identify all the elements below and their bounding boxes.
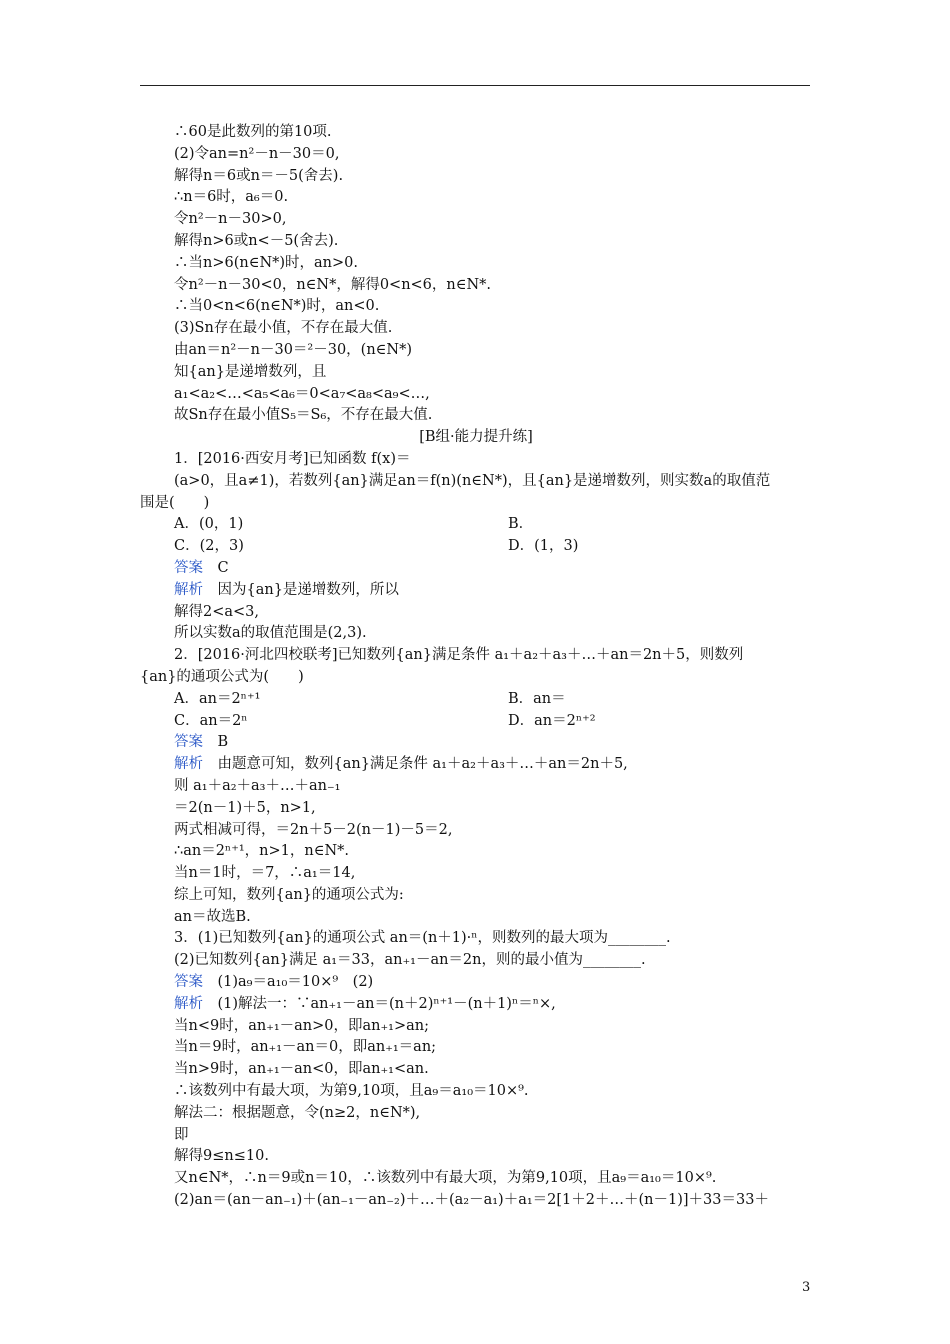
text-line: ∴n＝6时，a₆＝0. xyxy=(174,189,289,206)
text-line: 令n²－n－30<0，n∈N*，解得0<n<6，n∈N*. xyxy=(174,276,492,293)
option-a: A．(0，1) xyxy=(174,516,244,533)
answer-line xyxy=(140,732,812,754)
analysis-text: (1)解法一：∵an₊₁－an＝(n＋2)ⁿ⁺¹－(n＋1)ⁿ＝ⁿ×, xyxy=(217,995,556,1012)
question-2-stem: {an}的通项公式为( ) xyxy=(140,668,304,685)
answer-value: B xyxy=(217,734,229,751)
question-1-stem: 1．[2016·西安月考]已知函数 f(x)＝ xyxy=(174,450,411,467)
page-number: 3 xyxy=(802,1280,811,1295)
question-3-stem: 3．(1)已知数列{an}的通项公式 an＝(n＋1)·ⁿ，则数列的最大项为________. xyxy=(174,930,671,947)
analysis-line: 当n<9时，an₊₁－an>0，即an₊₁>an; xyxy=(174,1017,429,1034)
option-d: D．(1，3) xyxy=(508,538,579,555)
text-line: a₁<a₂<…<a₅<a₆＝0<a₇<a₈<a₉<…, xyxy=(174,385,430,402)
analysis-line: 当n＝9时，an₊₁－an＝0，即an₊₁＝an; xyxy=(174,1039,437,1056)
header-rule xyxy=(140,85,810,86)
analysis-line: 所以实数a的取值范围是(2,3). xyxy=(174,625,367,642)
text-line: ∴当0<n<6(n∈N*)时，an<0. xyxy=(174,298,380,315)
analysis-line: 两式相减可得，＝2n＋5－2(n－1)－5＝2, xyxy=(174,821,453,838)
analysis-text: 由题意可知，数列{an}满足条件 a₁＋a₂＋a₃＋…＋an＝2n＋5, xyxy=(217,756,628,773)
analysis-line: 解得2<a<3, xyxy=(174,603,260,620)
analysis-text: 因为{an}是递增数列，所以 xyxy=(217,581,399,598)
question-1-stem: 围是( ) xyxy=(140,494,210,511)
document-body xyxy=(140,122,812,1212)
question-1-options-row xyxy=(140,536,812,558)
analysis-label: 解析 xyxy=(174,581,203,598)
analysis-line: (2)an＝(an－an₋₁)＋(an₋₁－an₋₂)＋…＋(a₂－a₁)＋a₁＝2[1＋2＋…＋(n－1)]＋33＝33＋ xyxy=(174,1192,769,1209)
text-line: (2)令an=n²－n－30＝0, xyxy=(174,145,340,162)
analysis-label: 解析 xyxy=(174,756,203,773)
analysis-line: ∴该数列中有最大项，为第9,10项，且a₉＝a₁₀＝10×⁹. xyxy=(174,1083,529,1100)
analysis-line xyxy=(140,994,812,1016)
text-line: (3)Sn存在最小值，不存在最大值. xyxy=(174,320,393,337)
analysis-line: 当n＝1时，＝7，∴a₁＝14, xyxy=(174,865,356,882)
text-line: 令n²－n－30>0, xyxy=(174,211,287,228)
analysis-line: 即 xyxy=(174,1126,189,1143)
answer-value: C xyxy=(217,559,229,576)
answer-label: 答案 xyxy=(174,734,203,751)
option-a: A．an＝2ⁿ⁺¹ xyxy=(174,690,261,707)
analysis-line: an＝故选B. xyxy=(174,908,251,925)
question-3-stem: (2)已知数列{an}满足 a₁＝33，an₊₁－an＝2n，则的最小值为________. xyxy=(174,952,646,969)
text-line: 解得n＝6或n＝－5(舍去). xyxy=(174,167,344,184)
question-1-stem: (a>0，且a≠1)，若数列{an}满足an＝f(n)(n∈N*)，且{an}是递增数列，则实数a的取值范 xyxy=(174,472,771,489)
question-2-options-row xyxy=(140,711,812,733)
analysis-line xyxy=(140,580,812,602)
analysis-line: 又n∈N*，∴n＝9或n＝10，∴该数列中有最大项，为第9,10项，且a₉＝a₁₀＝10×⁹. xyxy=(174,1170,717,1187)
section-heading: [B组·能力提升练] xyxy=(419,429,533,446)
answer-line xyxy=(140,972,812,994)
answer-value: (1)a₉＝a₁₀＝10×⁹ (2) xyxy=(217,974,374,991)
text-line: 故Sn存在最小值S₅＝S₆，不存在最大值. xyxy=(174,407,433,424)
answer-line xyxy=(140,558,812,580)
option-b: B． xyxy=(508,516,534,533)
option-c: C．an＝2ⁿ xyxy=(174,712,248,729)
option-b: B．an＝ xyxy=(508,690,566,707)
analysis-line: 则 a₁＋a₂＋a₃＋…＋an₋₁ xyxy=(174,777,341,794)
question-1-options-row xyxy=(140,514,812,536)
option-d: D．an＝2ⁿ⁺² xyxy=(508,712,596,729)
analysis-line: 当n>9时，an₊₁－an<0，即an₊₁<an. xyxy=(174,1061,429,1078)
text-line: ∴60是此数列的第10项. xyxy=(174,124,332,140)
answer-label: 答案 xyxy=(174,559,203,576)
analysis-line: 解法二：根据题意，令(n≥2，n∈N*), xyxy=(174,1104,421,1121)
analysis-line xyxy=(140,754,812,776)
analysis-label: 解析 xyxy=(174,995,203,1012)
text-line: 解得n>6或n<－5(舍去). xyxy=(174,232,339,249)
question-2-options-row xyxy=(140,689,812,711)
analysis-line: 解得9≤n≤10. xyxy=(174,1148,269,1165)
analysis-line: ＝2(n－1)＋5，n>1, xyxy=(174,799,316,816)
text-line: ∴当n>6(n∈N*)时，an>0. xyxy=(174,254,359,271)
option-c: C．(2，3) xyxy=(174,538,244,555)
analysis-line: ∴an＝2ⁿ⁺¹，n>1，n∈N*. xyxy=(174,843,350,860)
answer-label: 答案 xyxy=(174,974,203,991)
analysis-line: 综上可知，数列{an}的通项公式为: xyxy=(174,886,404,903)
text-line: 由an＝n²－n－30＝²－30，(n∈N*) xyxy=(174,341,413,358)
text-line: 知{an}是递增数列，且 xyxy=(174,363,327,380)
question-2-stem: 2．[2016·河北四校联考]已知数列{an}满足条件 a₁＋a₂＋a₃＋…＋an＝2n＋5，则数列 xyxy=(174,647,744,664)
